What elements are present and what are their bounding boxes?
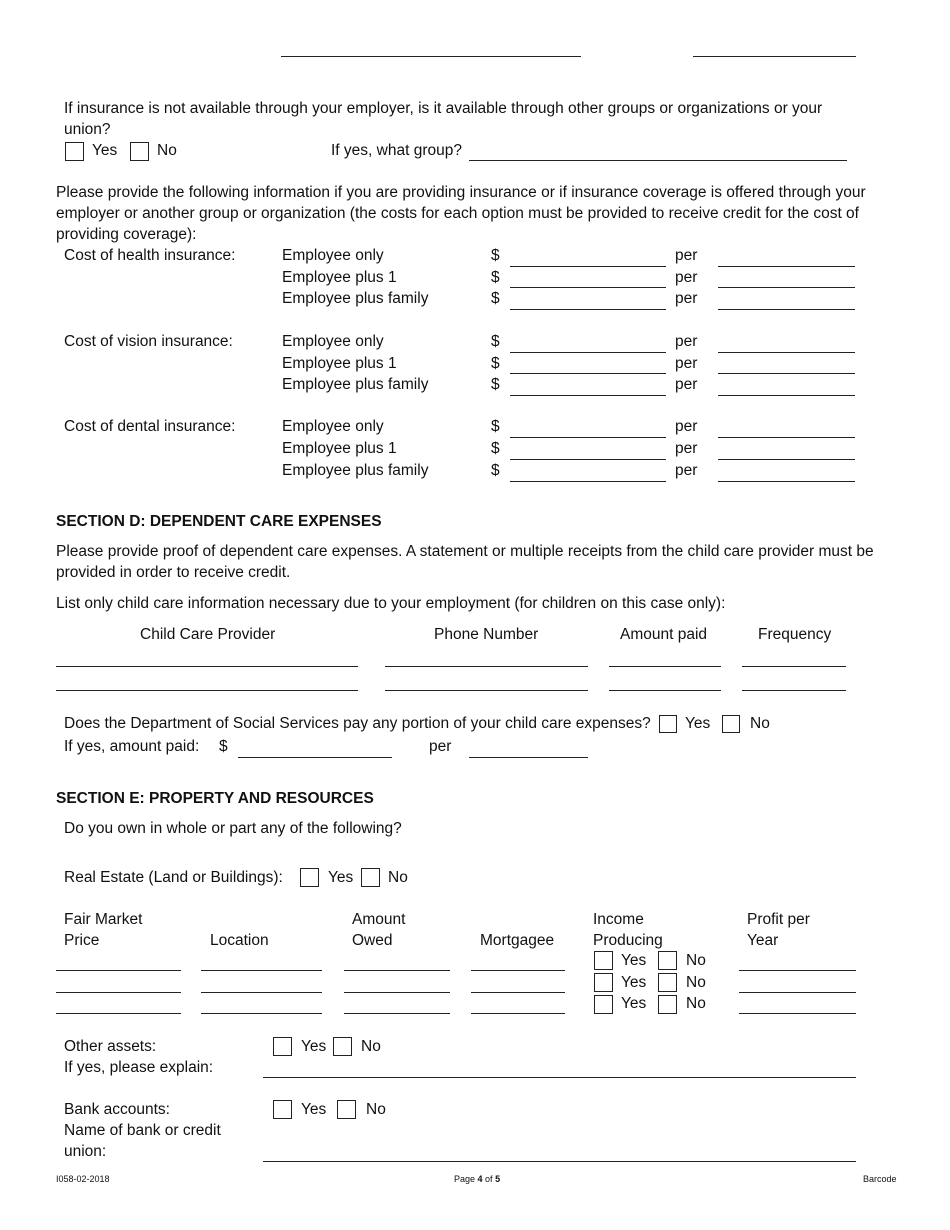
col-location: Location (210, 932, 269, 949)
fmv-input[interactable] (56, 992, 181, 993)
income-yes-label: Yes (621, 995, 647, 1012)
dollar-sign: $ (491, 418, 500, 435)
real-estate-no-checkbox[interactable] (361, 868, 380, 887)
health-cost-input[interactable] (510, 287, 666, 288)
bank-yes-label: Yes (301, 1101, 327, 1118)
health-period-input[interactable] (718, 309, 855, 310)
dollar-sign: $ (491, 440, 500, 457)
bank-name-input[interactable] (263, 1161, 856, 1162)
dental-period-input[interactable] (718, 459, 855, 460)
other-insurance-yes-checkbox[interactable] (65, 142, 84, 161)
dental-option-label: Employee plus 1 (282, 440, 397, 457)
col-amount-owed: Owed (352, 932, 393, 949)
dss-period-input[interactable] (469, 757, 588, 758)
other-assets-explain-input[interactable] (263, 1077, 856, 1078)
fmv-input[interactable] (56, 1013, 181, 1014)
bank-accounts-label: Bank accounts: (64, 1101, 170, 1118)
other-insurance-question: If insurance is not available through your employer, is it available through other groups or organizations or your (64, 100, 823, 117)
section-d-heading: SECTION D: DEPENDENT CARE EXPENSES (56, 513, 382, 530)
other-assets-no-label: No (361, 1038, 381, 1055)
amount-input[interactable] (609, 690, 721, 691)
col-phone-number: Phone Number (434, 626, 539, 643)
profit-input[interactable] (739, 992, 856, 993)
col-profit-year: Year (747, 932, 779, 949)
profit-input[interactable] (739, 1013, 856, 1014)
dss-yes-checkbox[interactable] (659, 715, 677, 733)
income-yes-checkbox[interactable] (594, 973, 613, 992)
income-yes-label: Yes (621, 974, 647, 991)
dollar-sign: $ (491, 247, 500, 264)
coverage-intro-line1: Please provide the following information if you are providing insurance or if insurance coverage is offered through your (56, 184, 866, 201)
vision-cost-input[interactable] (510, 352, 666, 353)
owed-input[interactable] (344, 1013, 450, 1014)
vision-cost-input[interactable] (510, 395, 666, 396)
col-amount-paid: Amount paid (620, 626, 708, 643)
per-label: per (675, 290, 698, 307)
amount-input[interactable] (609, 666, 721, 667)
dss-amount-input[interactable] (238, 757, 392, 758)
health-insurance-label: Cost of health insurance: (64, 247, 236, 264)
profit-input[interactable] (739, 970, 856, 971)
dollar-sign: $ (491, 355, 500, 372)
page-number: Page 4 of 5 (454, 1174, 501, 1184)
mortgagee-input[interactable] (471, 970, 565, 971)
income-no-label: No (686, 995, 706, 1012)
phone-input[interactable] (385, 666, 588, 667)
health-period-input[interactable] (718, 266, 855, 267)
real-estate-yes-label: Yes (328, 869, 354, 886)
barcode-label: Barcode (863, 1174, 897, 1184)
own-question: Do you own in whole or part any of the following? (64, 820, 402, 837)
other-insurance-question-cont: union? (64, 121, 111, 138)
per-label: per (675, 355, 698, 372)
owed-input[interactable] (344, 970, 450, 971)
income-no-checkbox[interactable] (658, 951, 677, 970)
per-label: per (675, 247, 698, 264)
col-fair-market-price: Price (64, 932, 100, 949)
provider-input[interactable] (56, 666, 358, 667)
dental-option-label: Employee plus family (282, 462, 429, 479)
col-mortgagee: Mortgagee (480, 932, 555, 949)
bank-name-label: Name of bank or credit (64, 1122, 221, 1139)
location-input[interactable] (201, 992, 322, 993)
col-profit: Profit per (747, 911, 810, 928)
other-assets-label: Other assets: (64, 1038, 157, 1055)
dental-cost-input[interactable] (510, 481, 666, 482)
dss-amount-label: If yes, amount paid: (64, 738, 200, 755)
per-label: per (429, 738, 452, 755)
group-input[interactable] (469, 160, 847, 161)
dss-question: Does the Department of Social Services pay any portion of your child care expenses? (64, 715, 651, 732)
per-label: per (675, 462, 698, 479)
mortgagee-input[interactable] (471, 1013, 565, 1014)
bank-no-label: No (366, 1101, 386, 1118)
real-estate-no-label: No (388, 869, 408, 886)
health-option-label: Employee only (282, 247, 384, 264)
other-insurance-no-label: No (157, 142, 177, 159)
income-yes-checkbox[interactable] (594, 951, 613, 970)
dental-cost-input[interactable] (510, 437, 666, 438)
health-option-label: Employee plus 1 (282, 269, 397, 286)
vision-period-input[interactable] (718, 395, 855, 396)
per-label: per (675, 440, 698, 457)
other-assets-yes-checkbox[interactable] (273, 1037, 292, 1056)
col-amount: Amount (352, 911, 406, 928)
health-cost-input[interactable] (510, 266, 666, 267)
dollar-sign: $ (491, 290, 500, 307)
top-line-right[interactable] (693, 56, 856, 57)
vision-period-input[interactable] (718, 373, 855, 374)
income-yes-label: Yes (621, 952, 647, 969)
other-assets-explain-label: If yes, please explain: (64, 1059, 214, 1076)
section-d-list-instructions: List only child care information necessary due to your employment (for children on this case only): (56, 595, 726, 612)
col-fair-market: Fair Market (64, 911, 143, 928)
col-income-producing: Producing (593, 932, 663, 949)
dental-period-input[interactable] (718, 481, 855, 482)
top-line-left[interactable] (281, 56, 581, 57)
dss-yes-label: Yes (685, 715, 711, 732)
coverage-intro-line2: employer or another group or organization (the costs for each option must be provided to receive credit for the cost of (56, 205, 859, 222)
income-no-label: No (686, 952, 706, 969)
income-no-checkbox[interactable] (658, 973, 677, 992)
vision-insurance-label: Cost of vision insurance: (64, 333, 233, 350)
bank-no-checkbox[interactable] (337, 1100, 356, 1119)
real-estate-label: Real Estate (Land or Buildings): (64, 869, 283, 886)
phone-input[interactable] (385, 690, 588, 691)
location-input[interactable] (201, 970, 322, 971)
frequency-input[interactable] (742, 666, 846, 667)
other-assets-no-checkbox[interactable] (333, 1037, 352, 1056)
per-label: per (675, 269, 698, 286)
per-label: per (675, 418, 698, 435)
dollar-sign: $ (491, 269, 500, 286)
provider-input[interactable] (56, 690, 358, 691)
owed-input[interactable] (344, 992, 450, 993)
dental-cost-input[interactable] (510, 459, 666, 460)
dss-no-checkbox[interactable] (722, 715, 740, 733)
col-income: Income (593, 911, 644, 928)
bank-yes-checkbox[interactable] (273, 1100, 292, 1119)
col-frequency: Frequency (758, 626, 832, 643)
vision-option-label: Employee only (282, 333, 384, 350)
health-cost-input[interactable] (510, 309, 666, 310)
other-insurance-no-checkbox[interactable] (130, 142, 149, 161)
dss-no-label: No (750, 715, 770, 732)
location-input[interactable] (201, 1013, 322, 1014)
other-assets-yes-label: Yes (301, 1038, 327, 1055)
vision-cost-input[interactable] (510, 373, 666, 374)
vision-option-label: Employee plus family (282, 376, 429, 393)
mortgagee-input[interactable] (471, 992, 565, 993)
dental-option-label: Employee only (282, 418, 384, 435)
per-label: per (675, 333, 698, 350)
col-child-care-provider: Child Care Provider (140, 626, 276, 643)
dollar-sign: $ (491, 462, 500, 479)
dollar-sign: $ (491, 376, 500, 393)
group-label: If yes, what group? (331, 142, 462, 159)
other-insurance-yes-label: Yes (92, 142, 118, 159)
dental-insurance-label: Cost of dental insurance: (64, 418, 236, 435)
dollar-sign: $ (219, 738, 228, 755)
vision-option-label: Employee plus 1 (282, 355, 397, 372)
bank-name-label-cont: union: (64, 1143, 107, 1160)
dental-period-input[interactable] (718, 437, 855, 438)
real-estate-yes-checkbox[interactable] (300, 868, 319, 887)
section-e-heading: SECTION E: PROPERTY AND RESOURCES (56, 790, 374, 807)
income-no-label: No (686, 974, 706, 991)
health-period-input[interactable] (718, 287, 855, 288)
section-d-proof-line1: Please provide proof of dependent care expenses. A statement or multiple receipts from the child care provider must be (56, 543, 874, 560)
vision-period-input[interactable] (718, 352, 855, 353)
per-label: per (675, 376, 698, 393)
dollar-sign: $ (491, 333, 500, 350)
form-id: I058-02-2018 (56, 1174, 110, 1184)
frequency-input[interactable] (742, 690, 846, 691)
fmv-input[interactable] (56, 970, 181, 971)
section-d-proof-line2: provided in order to receive credit. (56, 564, 291, 581)
income-yes-checkbox[interactable] (594, 995, 613, 1014)
health-option-label: Employee plus family (282, 290, 429, 307)
coverage-intro-line3: providing coverage): (56, 226, 197, 243)
income-no-checkbox[interactable] (658, 995, 677, 1014)
